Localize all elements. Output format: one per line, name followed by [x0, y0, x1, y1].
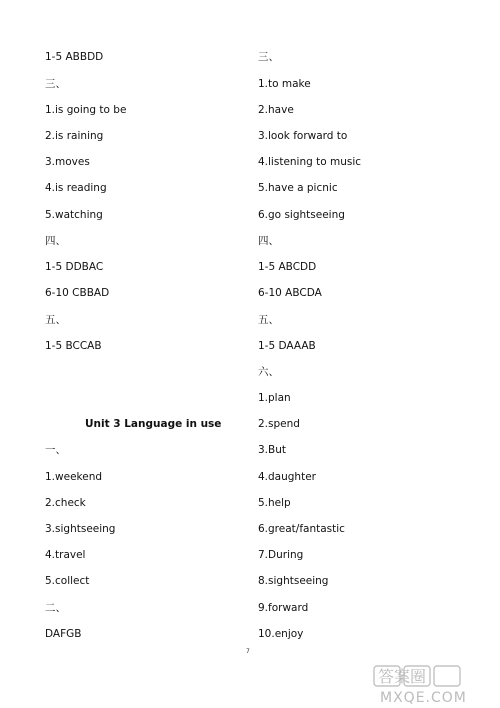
- answer-line: 6.go sightseeing: [258, 209, 345, 221]
- answer-line: 4.travel: [45, 549, 86, 561]
- answer-line: 1.plan: [258, 392, 291, 404]
- section-heading: 四、: [258, 235, 279, 247]
- answer-line: 3.look forward to: [258, 130, 348, 142]
- answer-line: 5.watching: [45, 209, 103, 221]
- answer-line: 1.to make: [258, 78, 311, 90]
- answer-line: 2.have: [258, 104, 294, 116]
- answer-line: 10.enjoy: [258, 628, 304, 640]
- answer-line: 1-5 ABCDD: [258, 261, 317, 273]
- watermark-logo: [372, 664, 496, 706]
- section-heading: 三、: [45, 78, 66, 90]
- page-number: 7: [246, 648, 250, 655]
- section-heading: 五、: [45, 314, 66, 326]
- answer-line: 1-5 DAAAB: [258, 340, 316, 352]
- answer-line: 1.is going to be: [45, 104, 127, 116]
- answer-line: DAFGB: [45, 628, 82, 640]
- section-heading: 四、: [45, 235, 66, 247]
- answer-line: 6-10 ABCDA: [258, 287, 322, 299]
- answer-line: 5.collect: [45, 575, 90, 587]
- section-heading: 三、: [258, 51, 279, 63]
- answer-line: 4.listening to music: [258, 156, 362, 168]
- answer-line: 1-5 BCCAB: [45, 340, 102, 352]
- answer-line: 9.forward: [258, 602, 309, 614]
- answer-line: 6-10 CBBAD: [45, 287, 110, 299]
- answer-line: 1-5 DDBAC: [45, 261, 104, 273]
- section-heading: 二、: [45, 602, 66, 614]
- answer-line: 6.great/fantastic: [258, 523, 345, 535]
- answer-line: 3.sightseeing: [45, 523, 116, 535]
- watermark-bottom-text: MXQE.COM: [380, 690, 467, 706]
- watermark-top-text: 答案圈: [378, 667, 427, 686]
- answer-line: 7.During: [258, 549, 304, 561]
- answer-line: 8.sightseeing: [258, 575, 329, 587]
- answer-line: 2.is raining: [45, 130, 104, 142]
- answer-line: 2.spend: [258, 418, 300, 430]
- answer-line: 1-5 ABBDD: [45, 51, 104, 63]
- answer-line: 1.weekend: [45, 471, 103, 483]
- answer-line: 5.have a picnic: [258, 182, 338, 194]
- section-heading: 五、: [258, 314, 279, 326]
- answer-line: 5.help: [258, 497, 291, 509]
- answer-line: 3.moves: [45, 156, 90, 168]
- section-heading: 一、: [45, 444, 66, 456]
- answer-line: 4.is reading: [45, 182, 107, 194]
- answer-line: 4.daughter: [258, 471, 316, 483]
- section-heading: 六、: [258, 366, 279, 378]
- answer-line: 2.check: [45, 497, 86, 509]
- answer-line: 3.But: [258, 444, 286, 456]
- unit-title: Unit 3 Language in use: [85, 418, 222, 430]
